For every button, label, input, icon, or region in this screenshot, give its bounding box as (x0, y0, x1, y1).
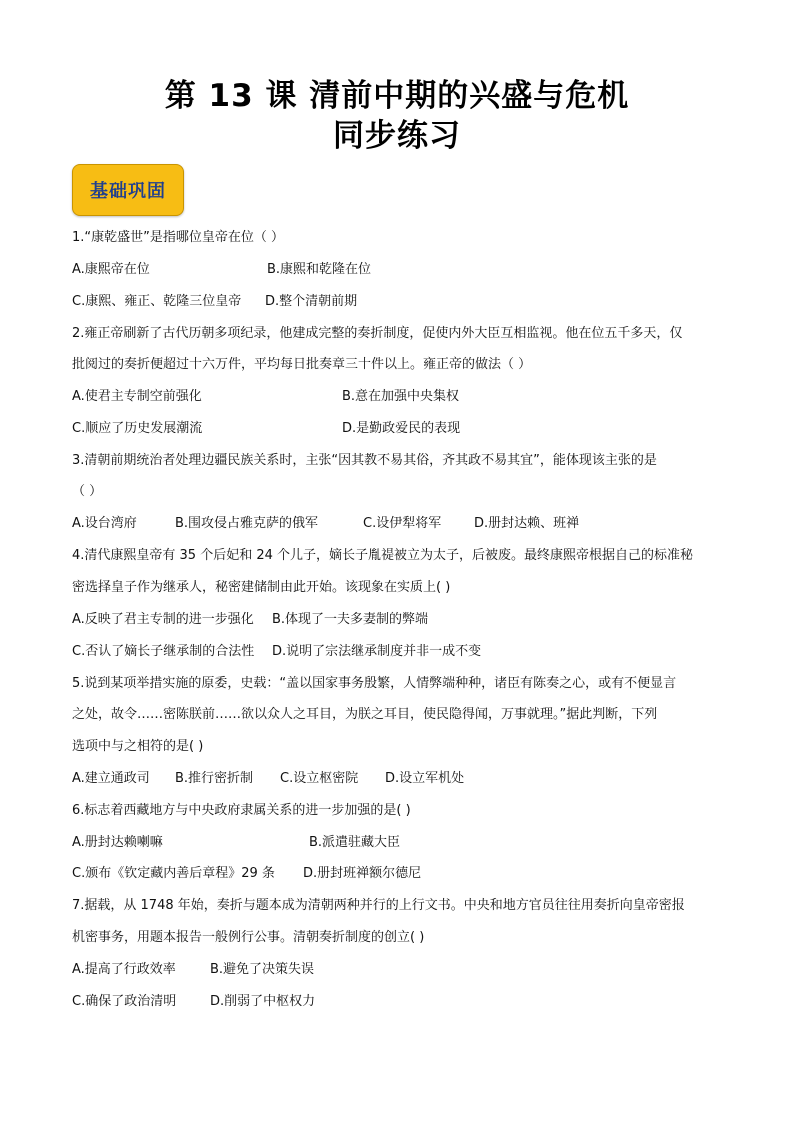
question-6-stem-line-1: 6.标志着西藏地方与中央政府隶属关系的进一步加强的是( ) (72, 803, 411, 818)
question-4-option-a: A.反映了君主专制的进一步强化 (72, 612, 254, 627)
question-3-option-b: B.围攻侵占雅克萨的俄军 (175, 516, 319, 531)
question-1-option-a: A.康熙帝在位 (72, 262, 150, 277)
question-1-option-b: B.康熙和乾隆在位 (267, 262, 372, 277)
question-4-stem-line-1: 4.清代康熙皇帝有 35 个后妃和 24 个儿子，嫡长子胤禔被立为太子，后被废。最终康熙帝根据自己的标准秘 (72, 548, 694, 563)
question-7-option-c: C.确保了政治清明 (72, 994, 177, 1009)
question-5-stem-line-3: 选项中与之相符的是( ) (72, 739, 204, 754)
question-2-option-d: D.是勤政爱民的表现 (342, 421, 461, 436)
question-3-option-d: D.册封达赖、班禅 (474, 516, 580, 531)
question-5-stem-line-2: 之处，故令……密陈朕前……欲以众人之耳目，为朕之耳目，使民隐得闻，万事就理。”据此判断，下列 (72, 707, 658, 722)
question-7-option-b: B.避免了决策失误 (210, 962, 315, 977)
section-badge (72, 164, 184, 216)
question-3-option-c: C.设伊犁将军 (363, 516, 442, 531)
page-subtitle: 同步练习 (333, 118, 461, 154)
question-5-stem-line-1: 5.说到某项举措实施的原委，史载：“盖以国家事务殷繁，人情弊端种种，诸臣有陈奏之心，或有不便显言 (72, 676, 677, 691)
question-1-option-d: D.整个清朝前期 (265, 294, 358, 309)
question-4-option-d: D.说明了宗法继承制度并非一成不变 (272, 644, 482, 659)
question-1-stem-line-1: 1.“康乾盛世”是指哪位皇帝在位（ ） (72, 230, 285, 245)
question-6-option-c: C.颁布《钦定藏内善后章程》29 条 (72, 866, 275, 881)
question-5-option-a: A.建立通政司 (72, 771, 150, 786)
question-6-option-a: A.册封达赖喇嘛 (72, 835, 163, 850)
question-7-stem-line-2: 机密事务，用题本报告一般例行公事。清朝奏折制度的创立( ) (72, 930, 425, 945)
question-7-option-a: A.提高了行政效率 (72, 962, 176, 977)
question-7-stem-line-1: 7.据载，从 1748 年始，奏折与题本成为清朝两种并行的上行文书。中央和地方官员往往用奏折向皇帝密报 (72, 898, 685, 913)
question-2-stem-line-1: 2.雍正帝刷新了古代历朝多项纪录，他建成完整的奏折制度，促使内外大臣互相监视。他在位五千多天，仅 (72, 326, 683, 341)
question-1-option-c: C.康熙、雍正、乾隆三位皇帝 (72, 294, 242, 309)
section-badge-label: 基础巩固 (90, 181, 166, 202)
question-5-option-b: B.推行密折制 (175, 771, 254, 786)
page-title: 第 13 课 清前中期的兴盛与危机 (164, 78, 630, 114)
question-6-option-b: B.派遣驻藏大臣 (309, 835, 401, 850)
question-3-option-a: A.设台湾府 (72, 516, 137, 531)
question-6-option-d: D.册封班禅额尔德尼 (303, 866, 422, 881)
question-3-stem-line-2: （ ） (72, 484, 103, 499)
question-2-option-a: A.使君主专制空前强化 (72, 389, 202, 404)
question-7-option-d: D.削弱了中枢权力 (210, 994, 316, 1009)
question-2-option-c: C.顺应了历史发展潮流 (72, 421, 203, 436)
question-4-option-c: C.否认了嫡长子继承制的合法性 (72, 644, 255, 659)
question-4-option-b: B.体现了一夫多妻制的弊端 (272, 612, 429, 627)
question-2-stem-line-2: 批阅过的奏折便超过十六万件，平均每日批奏章三十件以上。雍正帝的做法（ ） (72, 357, 532, 372)
question-4-stem-line-2: 密选择皇子作为继承人，秘密建储制由此开始。该现象在实质上( ) (72, 580, 451, 595)
question-5-option-c: C.设立枢密院 (280, 771, 359, 786)
question-2-option-b: B.意在加强中央集权 (342, 389, 460, 404)
question-3-stem-line-1: 3.清朝前期统治者处理边疆民族关系时，主张“因其教不易其俗，齐其政不易其宜”，能体现该主张的是 (72, 453, 657, 468)
question-5-option-d: D.设立军机处 (385, 771, 465, 786)
